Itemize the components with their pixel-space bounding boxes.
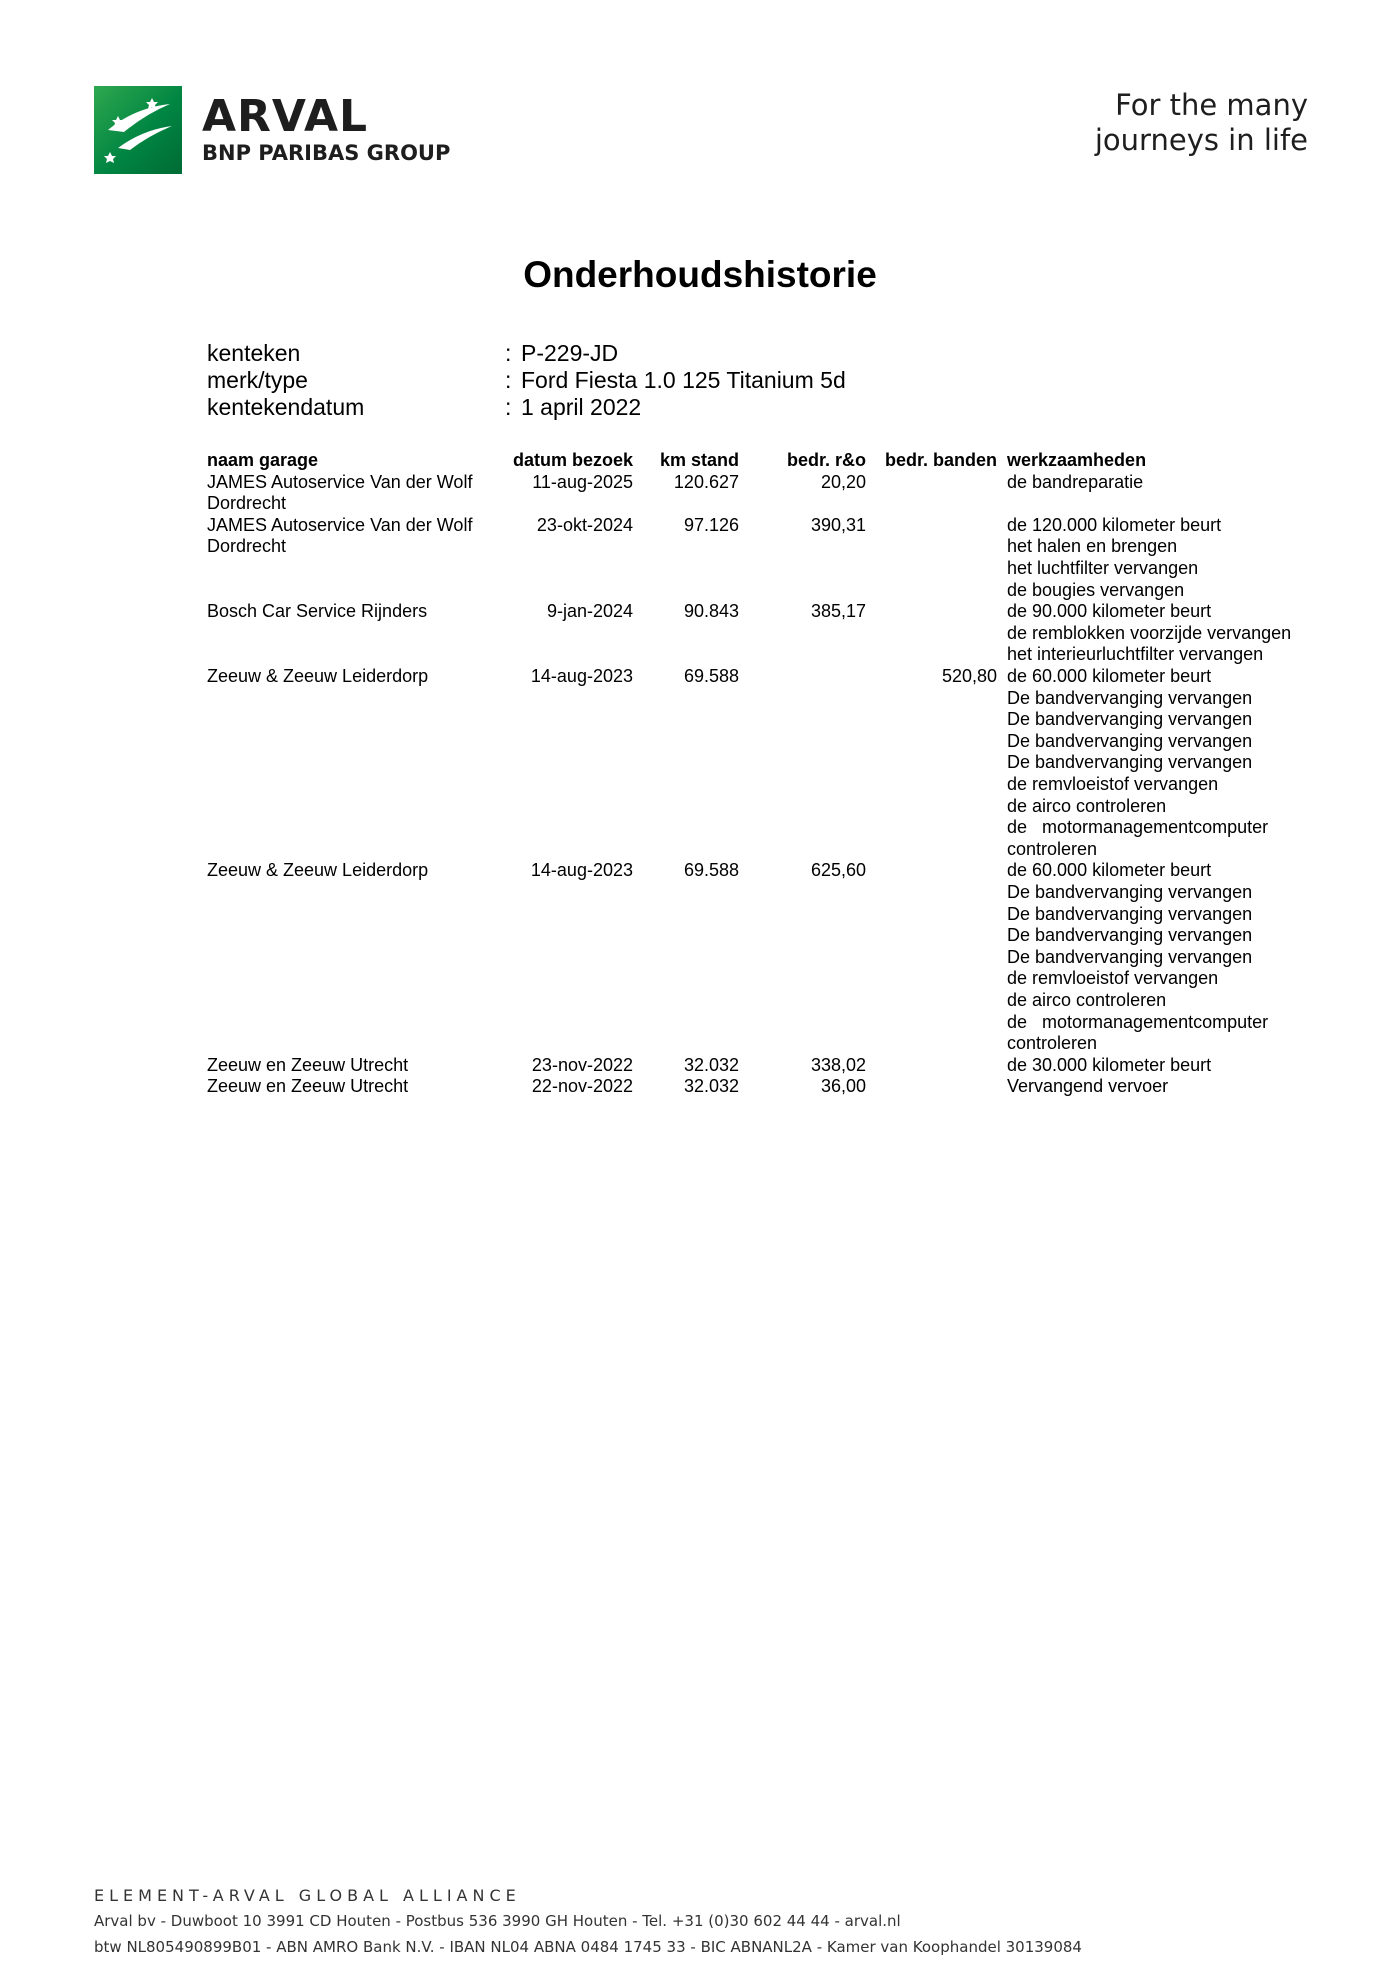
vehicle-label: kenteken bbox=[207, 340, 301, 366]
work-item: De bandvervanging vervangen bbox=[1007, 925, 1253, 946]
work-item: De bandvervanging vervangen bbox=[1007, 752, 1253, 773]
cell-garage: JAMES Autoservice Van der Wolf Dordrecht bbox=[207, 514, 473, 557]
cell-ro: 385,17 bbox=[810, 601, 866, 622]
cell-ro: 20,20 bbox=[820, 471, 866, 492]
footer-address: Arval bv - Duwboot 10 3991 CD Houten - Postbus 536 3990 GH Houten - Tel. +31 (0)30 602 44 44 - arval.nl bbox=[94, 1912, 901, 1930]
cell-work bbox=[1007, 860, 1268, 1054]
cell-date: 23-nov-2022 bbox=[531, 1054, 633, 1075]
cell-km: 69.588 bbox=[683, 665, 739, 686]
vehicle-colon: : bbox=[505, 394, 512, 420]
work-item: de remvloeistof vervangen bbox=[1007, 773, 1219, 794]
cell-km: 120.627 bbox=[673, 471, 739, 492]
cell-km: 90.843 bbox=[683, 601, 739, 622]
work-item: De bandvervanging vervangen bbox=[1007, 730, 1253, 751]
table-row bbox=[207, 601, 1317, 666]
cell-work bbox=[1007, 1076, 1168, 1098]
cell-garage: Bosch Car Service Rijnders bbox=[207, 601, 428, 622]
work-item: de motormanagementcomputer bbox=[1007, 1011, 1269, 1032]
vehicle-label: kentekendatum bbox=[207, 394, 365, 420]
bnp-stars-logo-icon bbox=[94, 86, 182, 174]
cell-date: 22-nov-2022 bbox=[531, 1076, 633, 1097]
cell-date: 11-aug-2025 bbox=[532, 471, 633, 492]
work-item: de remvloeistof vervangen bbox=[1007, 968, 1219, 989]
vehicle-label: merk/type bbox=[207, 367, 308, 393]
vehicle-value: P-229-JD bbox=[521, 340, 619, 366]
column-header-km: km stand bbox=[659, 450, 739, 470]
work-item: controleren bbox=[1007, 838, 1098, 859]
cell-garage: Zeeuw en Zeeuw Utrecht bbox=[207, 1054, 409, 1075]
work-item: de 30.000 kilometer beurt bbox=[1007, 1054, 1212, 1075]
arval-logo bbox=[94, 86, 450, 174]
cell-work bbox=[1007, 1055, 1211, 1077]
cell-garage: Zeeuw & Zeeuw Leiderdorp bbox=[207, 860, 429, 881]
vehicle-value: Ford Fiesta 1.0 125 Titanium 5d bbox=[521, 367, 846, 393]
cell-work bbox=[1007, 472, 1143, 494]
work-item: de remblokken voorzijde vervangen bbox=[1007, 622, 1292, 643]
cell-km: 32.032 bbox=[683, 1054, 739, 1075]
cell-date: 9-jan-2024 bbox=[546, 601, 633, 622]
cell-date: 23-okt-2024 bbox=[536, 514, 633, 535]
work-item: controleren bbox=[1007, 1033, 1098, 1054]
vehicle-colon: : bbox=[505, 367, 512, 393]
brand-subtitle: BNP PARIBAS GROUP bbox=[202, 141, 451, 165]
cell-ro: 36,00 bbox=[820, 1076, 866, 1097]
work-item: De bandvervanging vervangen bbox=[1007, 946, 1253, 967]
work-item: de bougies vervangen bbox=[1007, 579, 1185, 600]
work-item: Vervangend vervoer bbox=[1007, 1076, 1169, 1097]
footer bbox=[94, 1884, 1082, 1960]
table-row bbox=[207, 1055, 1317, 1077]
cell-garage: Zeeuw en Zeeuw Utrecht bbox=[207, 1076, 409, 1097]
work-item: de 60.000 kilometer beurt bbox=[1007, 665, 1212, 686]
vehicle-colon: : bbox=[505, 340, 512, 366]
cell-work bbox=[1007, 666, 1268, 860]
vehicle-row-merk-type bbox=[207, 367, 1007, 394]
cell-banden: 520,80 bbox=[941, 665, 997, 686]
column-header-ro: bedr. r&o bbox=[786, 450, 866, 470]
footer-legal: btw NL805490899B01 - ABN AMRO Bank N.V. - IBAN NL04 ABNA 0484 1745 33 - BIC ABNANL2A - Kamer van Koophandel 30139084 bbox=[94, 1938, 1082, 1956]
work-item: de motormanagementcomputer bbox=[1007, 817, 1269, 838]
vehicle-info bbox=[207, 340, 1007, 421]
table-row bbox=[207, 666, 1317, 860]
document-title: Onderhoudshistorie bbox=[523, 254, 877, 295]
tagline bbox=[1095, 88, 1308, 158]
column-header-garage: naam garage bbox=[207, 450, 319, 470]
cell-garage: Zeeuw & Zeeuw Leiderdorp bbox=[207, 665, 429, 686]
work-item: de 90.000 kilometer beurt bbox=[1007, 601, 1212, 622]
cell-km: 32.032 bbox=[683, 1076, 739, 1097]
work-item: de airco controleren bbox=[1007, 795, 1167, 816]
cell-ro: 625,60 bbox=[810, 860, 866, 881]
table-header bbox=[207, 450, 1317, 472]
vehicle-row-kenteken bbox=[207, 340, 1007, 367]
work-item: De bandvervanging vervangen bbox=[1007, 881, 1253, 902]
work-item: de airco controleren bbox=[1007, 989, 1167, 1010]
work-item: De bandvervanging vervangen bbox=[1007, 709, 1253, 730]
cell-km: 69.588 bbox=[683, 860, 739, 881]
work-item: het luchtfilter vervangen bbox=[1007, 557, 1199, 578]
cell-garage: JAMES Autoservice Van der Wolf Dordrecht bbox=[207, 471, 473, 514]
table-row bbox=[207, 472, 1317, 515]
cell-date: 14-aug-2023 bbox=[530, 665, 633, 686]
work-item: de 60.000 kilometer beurt bbox=[1007, 860, 1212, 881]
work-item: de 120.000 kilometer beurt bbox=[1007, 514, 1222, 535]
footer-alliance: ELEMENT-ARVAL GLOBAL ALLIANCE bbox=[94, 1886, 521, 1905]
column-header-work: werkzaamheden bbox=[1007, 450, 1147, 470]
cell-work bbox=[1007, 515, 1221, 601]
work-item: de bandreparatie bbox=[1007, 471, 1144, 492]
cell-ro: 338,02 bbox=[810, 1054, 866, 1075]
table-row bbox=[207, 1076, 1317, 1098]
table-row bbox=[207, 515, 1317, 601]
table-body bbox=[207, 472, 1317, 1098]
table-row bbox=[207, 860, 1317, 1054]
vehicle-row-kentekendatum bbox=[207, 394, 1007, 421]
work-item: De bandvervanging vervangen bbox=[1007, 687, 1253, 708]
tagline-line-2: journeys in life bbox=[1094, 123, 1308, 157]
work-item: het halen en brengen bbox=[1007, 536, 1178, 557]
cell-date: 14-aug-2023 bbox=[530, 860, 633, 881]
cell-ro: 390,31 bbox=[810, 514, 866, 535]
brand-name: ARVAL bbox=[202, 91, 369, 142]
column-header-date: datum bezoek bbox=[512, 450, 633, 470]
work-item: het interieurluchtfilter vervangen bbox=[1007, 644, 1264, 665]
work-item: De bandvervanging vervangen bbox=[1007, 903, 1253, 924]
tagline-line-1: For the many bbox=[1115, 88, 1308, 122]
maintenance-history-table bbox=[207, 450, 1317, 1098]
vehicle-value: 1 april 2022 bbox=[521, 394, 642, 420]
column-header-banden: bedr. banden bbox=[884, 450, 997, 470]
cell-km: 97.126 bbox=[683, 514, 739, 535]
cell-work bbox=[1007, 601, 1291, 666]
